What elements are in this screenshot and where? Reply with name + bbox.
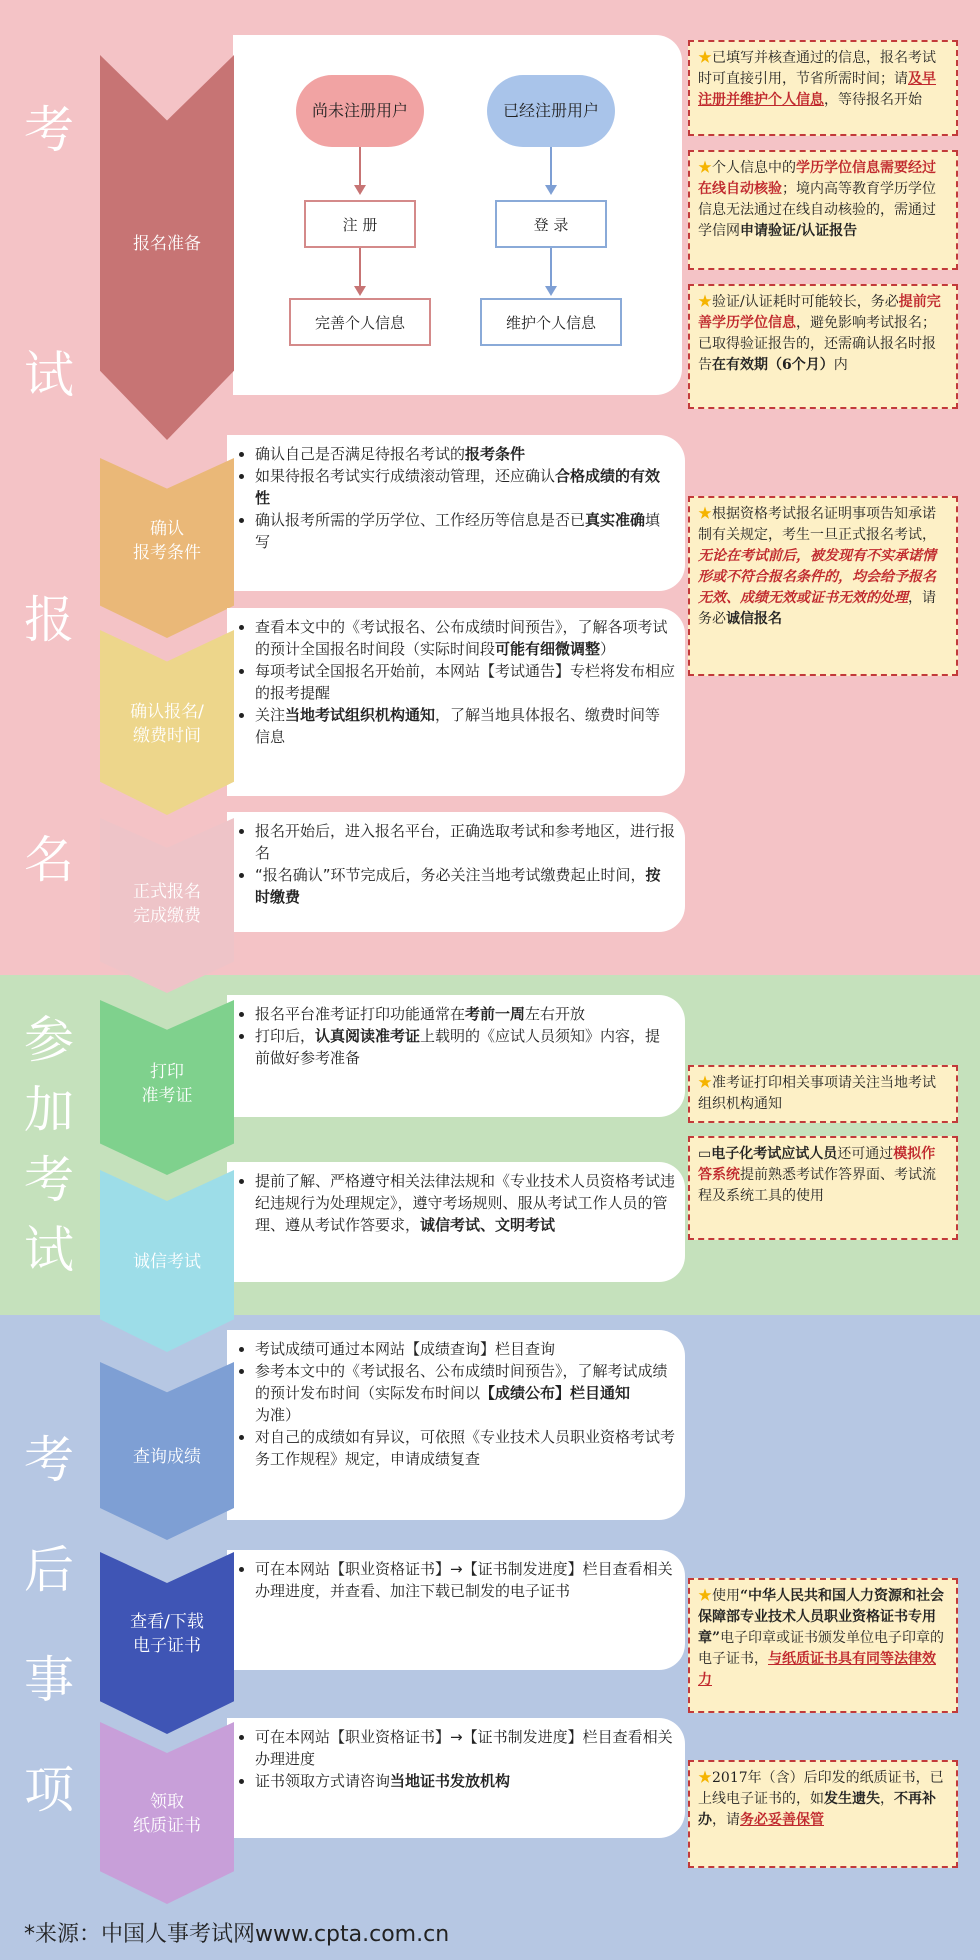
section-title-char: 加	[24, 1081, 74, 1139]
section-title-char: 名	[24, 831, 74, 889]
flow-arrowhead	[354, 286, 366, 296]
list-item: • “报名确认”环节完成后，务必关注当地考试缴费起止时间，按时缴费	[255, 864, 675, 908]
step-label-print-admission: 打印 准考证	[141, 1062, 193, 1106]
step-box-print-admission	[227, 995, 685, 1117]
section-title-char: 报	[24, 591, 74, 649]
list-item: • 确认报考所需的学历学位、工作经历等信息是否已真实准确填写	[255, 509, 675, 553]
flow-connector	[359, 147, 361, 187]
list-item: • 考试成绩可通过本网站【成绩查询】栏目查询	[255, 1338, 675, 1360]
section-title-char: 考	[24, 1151, 74, 1209]
section-title-char: 项	[24, 1761, 74, 1819]
list-item: • 如果待报名考试实行成绩滚动管理，还应确认合格成绩的有效性	[255, 465, 675, 509]
section-title-char: 试	[24, 346, 74, 404]
step-label-check-conditions: 确认 报考条件	[133, 519, 201, 563]
login-node: 登 录	[495, 200, 607, 248]
complete-info-node: 完善个人信息	[289, 298, 431, 346]
star-icon: ★	[698, 1588, 712, 1604]
step-box-check-conditions	[227, 435, 685, 591]
note-card: ★已填写并核查通过的信息，报名考试时可直接引用，节省所需时间；请及早注册并维护个人信息，等待报名开始	[688, 40, 958, 136]
section-title-char: 参	[24, 1011, 74, 1069]
laptop-icon: ▭	[698, 1146, 712, 1162]
note-card: ★根据资格考试报名证明事项告知承诺制有关规定，考生一旦正式报名考试，无论在考试前后，被发现有不实承诺情形或不符合报名条件的，均会给予报名无效、成绩无效或证书无效的处理，请务必诚信报名	[688, 496, 958, 676]
flow-connector	[359, 248, 361, 288]
star-icon: ★	[698, 160, 712, 176]
list-item: • 证书领取方式请咨询当地证书发放机构	[255, 1770, 675, 1792]
section-title-char: 考	[24, 1431, 74, 1489]
note-card: ★个人信息中的学历学位信息需要经过在线自动核验；境内高等教育学历学位信息无法通过在线自动核验的，需通过学信网申请验证/认证报告	[688, 150, 958, 270]
step-label-e-certificate: 查看/下载 电子证书	[130, 1612, 204, 1656]
step-label-registration-time: 确认报名/ 缴费时间	[130, 702, 204, 746]
flow-arrowhead	[545, 286, 557, 296]
note-card: ★使用“中华人民共和国人力资源和社会保障部专业技术人员职业资格证书专用章”电子印章或证书颁发单位电子印章的电子证书，与纸质证书具有同等法律效力	[688, 1578, 958, 1713]
source-footer: *来源：中国人事考试网www.cpta.com.cn	[24, 1922, 450, 1947]
note-card: ★2017年（含）后印发的纸质证书，已上线电子证书的，如发生遗失，不再补办，请务必妥善保管	[688, 1760, 958, 1868]
register-node: 注 册	[304, 200, 416, 248]
step-box-paper-certificate	[227, 1718, 685, 1838]
star-icon: ★	[698, 50, 712, 66]
list-item: • 查看本文中的《考试报名、公布成绩时间预告》，了解各项考试的预计全国报名时间段（实际时间段可能有细微调整）	[255, 616, 675, 660]
unregistered-user-node: 尚未注册用户	[296, 75, 424, 147]
flow-connector	[550, 248, 552, 288]
step-label-prepare: 报名准备	[133, 234, 201, 254]
list-item: • 每项考试全国报名开始前，本网站【考试通告】专栏将发布相应的报考提醒	[255, 660, 675, 704]
step-box-formal-registration	[227, 812, 685, 932]
list-item: • 提前了解、严格遵守相关法律法规和《专业技术人员资格考试违纪违规行为处理规定》，遵守考场规则、服从考试工作人员的管理、遵从考试作答要求，诚信考试、文明考试	[255, 1170, 675, 1236]
step-box-honest-exam	[227, 1162, 685, 1282]
star-icon: ★	[698, 506, 712, 522]
star-icon: ★	[698, 294, 712, 310]
section-title-char: 后	[24, 1541, 74, 1599]
note-card: ▭电子化考试应试人员还可通过模拟作答系统提前熟悉考试作答界面、考试流程及系统工具的使用	[688, 1136, 958, 1240]
list-item: • 可在本网站【职业资格证书】→【证书制发进度】栏目查看相关办理进度	[255, 1726, 675, 1770]
list-item: • 对自己的成绩如有异议，可依照《专业技术人员职业资格考试考务工作规程》规定，申请成绩复查	[255, 1426, 675, 1470]
flow-connector	[550, 147, 552, 187]
section-title-char: 事	[24, 1651, 74, 1709]
section-title-char: 试	[24, 1221, 74, 1279]
note-card: ★验证/认证耗时可能较长，务必提前完善学历学位信息，避免影响考试报名；已取得验证报告的，还需确认报名时报告在有效期（6个月）内	[688, 284, 958, 409]
note-card: ★准考证打印相关事项请关注当地考试组织机构通知	[688, 1065, 958, 1123]
list-item: • 可在本网站【职业资格证书】→【证书制发进度】栏目查看相关办理进度，并查看、加注下载已制发的电子证书	[255, 1558, 675, 1602]
registered-user-node: 已经注册用户	[487, 75, 615, 147]
step-box-registration-time	[227, 608, 685, 796]
section-title-char: 考	[24, 101, 74, 159]
step-label-paper-certificate: 领取 纸质证书	[133, 1792, 201, 1836]
flow-arrowhead	[545, 185, 557, 195]
list-item: • 参考本文中的《考试报名、公布成绩时间预告》，了解考试成绩的预计发布时间（实际发布时间以【成绩公布】栏目通知为准）	[255, 1360, 675, 1426]
step-box-query-score	[227, 1330, 685, 1520]
list-item: • 报名平台准考证打印功能通常在考前一周左右开放	[255, 1003, 675, 1025]
flow-arrowhead	[354, 185, 366, 195]
step-box-e-certificate	[227, 1550, 685, 1670]
step-label-query-score: 查询成绩	[133, 1447, 201, 1467]
list-item: • 确认自己是否满足待报名考试的报考条件	[255, 443, 675, 465]
list-item: • 报名开始后，进入报名平台，正确选取考试和参考地区，进行报名	[255, 820, 675, 864]
star-icon: ★	[698, 1770, 712, 1786]
star-icon: ★	[698, 1075, 712, 1091]
list-item: • 关注当地考试组织机构通知，了解当地具体报名、缴费时间等信息	[255, 704, 675, 748]
step-label-formal-registration: 正式报名 完成缴费	[133, 882, 201, 926]
maintain-info-node: 维护个人信息	[480, 298, 622, 346]
step-label-honest-exam: 诚信考试	[133, 1252, 201, 1272]
list-item: • 打印后，认真阅读准考证上载明的《应试人员须知》内容，提前做好参考准备	[255, 1025, 675, 1069]
